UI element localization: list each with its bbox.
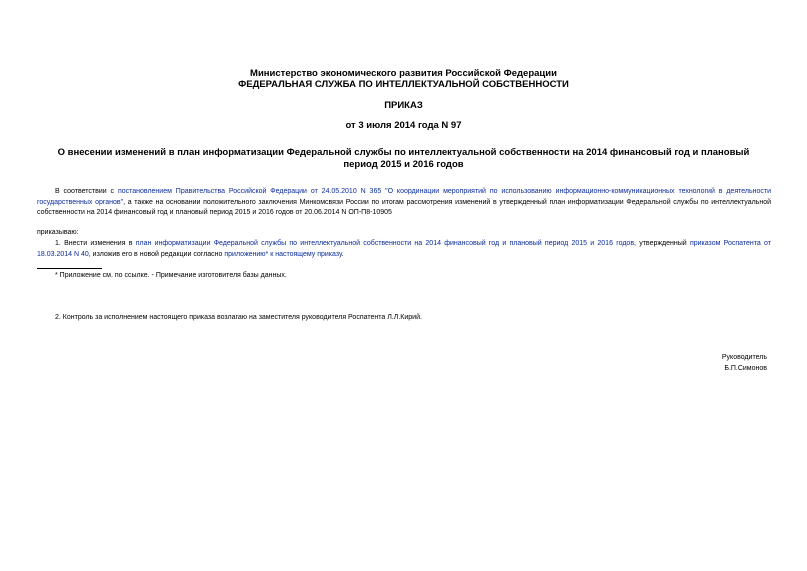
item-2-paragraph: 2. Контроль за исполнением настоящего приказа возлагаю на заместителя руководителя Роспатента Л.Л.Кирий. [55,314,422,321]
preamble-paragraph [37,187,771,219]
link-appendix[interactable]: приложению* к настоящему приказу [224,250,342,258]
item-1-text-1: 1. Внести изменения в [55,240,136,247]
doc-type: ПРИКАЗ [384,100,423,111]
footnote-separator [37,268,102,269]
footnote: * Приложение см. по ссылке. - Примечание изготовителя базы данных. [55,272,287,279]
doc-date-number: от 3 июля 2014 года N 97 [345,120,462,131]
doc-title: О внесении изменений в план информатизации Федеральной службы по интеллектуальной собственности на 2014 финансовый год и плановый период 2015 и 2016 годов [57,147,750,170]
preamble-text-1: В соответствии с [55,188,118,195]
link-informatization-plan[interactable]: план информатизации Федеральной службы по интеллектуальной собственности на 2014 финансовый год и плановый период 2015 и 2016 годов [135,240,635,247]
link-government-decree[interactable]: постановлением Правительства Российской Федерации от 24.05.2010 N 365 "О координации мероприятий по использованию информационно-коммуникационных технологий в деятельности государственных органов" [37,188,772,206]
item-1-text-4: . [341,250,344,258]
service-name: ФЕДЕРАЛЬНАЯ СЛУЖБА ПО ИНТЕЛЛЕКТУАЛЬНОЙ СОБСТВЕННОСТИ [238,79,569,90]
item-1-paragraph [37,239,771,260]
item-1-text-2: , утвержденный [634,240,690,247]
item-1-text-3: , изложив его в новой редакции согласно [88,250,225,258]
order-word: приказываю: [37,229,79,236]
ministry-name: Министерство экономического развития Российской Федерации [250,68,557,79]
link-rospatent-order[interactable]: приказом Роспатента от 18.03.2014 N 40 [37,240,772,258]
signature-role: Руководитель [721,354,767,361]
signature-name: Б.П.Симонов [724,365,767,372]
preamble-text-2: , а также на основании положительного заключения Минкомсвязи России по итогам рассмотрения изменений в утвержденный план информатизации Федеральной службы по интеллектуальной собственности на 2014 финансовый год и плановый период 2015 и 2016 годов от 20.06.2014 N ОП-П8-10905 [37,198,771,216]
